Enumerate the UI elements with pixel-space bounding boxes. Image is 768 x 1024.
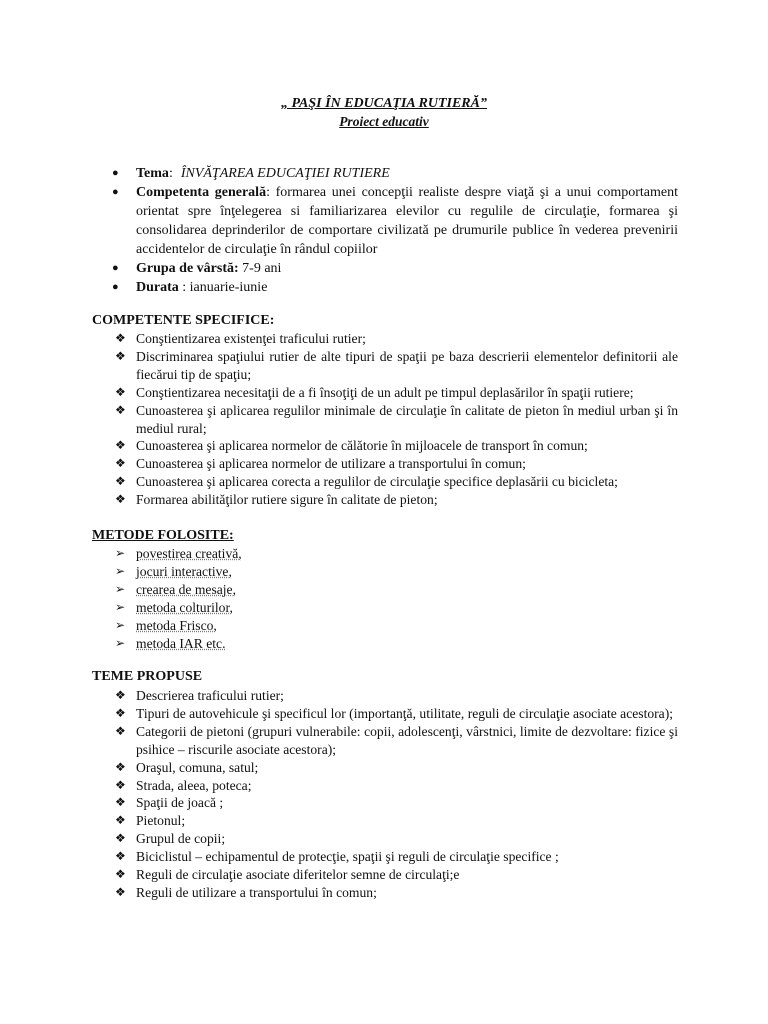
- list-item-text: Tipuri de autovehicule şi specificul lor (importanţă, utilitate, reguli de circulaţie asociate acestora);: [136, 705, 674, 721]
- list-item: [115, 455, 678, 473]
- bullet-icon: ●: [112, 167, 119, 179]
- diamond-bullet-icon: ❖: [115, 813, 126, 828]
- intro-item-tema: [112, 164, 678, 183]
- intro-label: Durata: [136, 280, 179, 295]
- intro-sep: :: [266, 185, 270, 200]
- intro-value: ÎNVĂŢAREA EDUCAŢIEI RUTIERE: [180, 166, 390, 181]
- diamond-bullet-icon: ❖: [115, 759, 126, 774]
- diamond-bullet-icon: ❖: [115, 492, 126, 507]
- list-item: [115, 402, 678, 438]
- list-item: [115, 777, 678, 795]
- diamond-bullet-icon: ❖: [115, 795, 126, 810]
- bullet-icon: ●: [112, 186, 119, 198]
- list-item: [115, 599, 678, 617]
- list-item: [115, 348, 678, 384]
- list-item-text: Cunoasterea şi aplicarea normelor de călătorie în mijloacele de transport în comun;: [136, 438, 588, 454]
- diamond-bullet-icon: ❖: [115, 474, 126, 489]
- list-item-text: Biciclistul – echipamentul de protecţie, spaţii şi reguli de circulaţie specifice ;: [136, 849, 559, 865]
- diamond-bullet-icon: ❖: [115, 867, 126, 882]
- metode-heading: METODE FOLOSITE:: [92, 528, 234, 543]
- diamond-bullet-icon: ❖: [115, 884, 126, 899]
- arrow-bullet-icon: ➢: [115, 635, 126, 650]
- list-item: [115, 473, 678, 491]
- diamond-bullet-icon: ❖: [115, 348, 126, 363]
- list-item: [115, 687, 678, 705]
- list-item: [115, 617, 678, 635]
- list-item-text: Conştientizarea existenţei traficului rutier;: [136, 331, 366, 346]
- bullet-icon: ●: [112, 281, 119, 293]
- list-item-text: Strada, aleea, poteca;: [136, 777, 252, 793]
- list-item: [115, 812, 678, 830]
- document-subtitle: Proiect educativ: [339, 114, 429, 129]
- intro-label: Grupa de vârstă:: [136, 261, 239, 276]
- metode-list: [115, 545, 678, 652]
- list-item: [115, 581, 678, 599]
- intro-label: Tema: [136, 166, 169, 181]
- competente-list: [115, 330, 678, 509]
- list-item-text: jocuri interactive,: [136, 563, 232, 579]
- diamond-bullet-icon: ❖: [115, 331, 126, 345]
- list-item: [115, 491, 678, 509]
- diamond-bullet-icon: ❖: [115, 705, 126, 720]
- list-item-text: Conştientizarea necesitaţii de a fi însoţiţi de un adult pe timpul deplasărilor în spaţii rutiere;: [136, 384, 634, 400]
- arrow-bullet-icon: ➢: [115, 563, 126, 578]
- list-item: [115, 635, 678, 653]
- diamond-bullet-icon: ❖: [115, 384, 126, 399]
- list-item: [115, 884, 678, 902]
- list-item-text: Reguli de utilizare a transportului în comun;: [136, 884, 377, 900]
- intro-label: Competenta generală: [136, 185, 267, 200]
- list-item-text: Cunoasterea şi aplicarea regulilor minimale de circulaţie în calitate de pieton în mediul urban şi în mediul rural;: [136, 402, 678, 436]
- list-item-text: Oraşul, comuna, satul;: [136, 759, 259, 775]
- arrow-bullet-icon: ➢: [115, 546, 126, 560]
- arrow-bullet-icon: ➢: [115, 581, 126, 596]
- diamond-bullet-icon: ❖: [115, 723, 126, 738]
- list-item: [115, 848, 678, 866]
- title-block: [0, 95, 768, 131]
- list-item: [115, 866, 678, 884]
- intro-value: ianuarie-iunie: [186, 280, 268, 295]
- list-item: [115, 723, 678, 759]
- list-item: [115, 563, 678, 581]
- diamond-bullet-icon: ❖: [115, 456, 126, 471]
- diamond-bullet-icon: ❖: [115, 831, 126, 846]
- list-item-text: metoda IAR etc.: [136, 635, 226, 651]
- bullet-icon: ●: [112, 262, 119, 274]
- list-item: [115, 437, 678, 455]
- intro-list: [112, 164, 678, 297]
- intro-value: formarea unei concepţii realiste despre viaţă şi a unui comportament orientat spre înţelegerea si familiarizarea elevilor cu regulile de circulaţie, formarea şi consolidarea deprinderilor de comportare civilizată pe drumurile publice în vederea prevenirii accidentelor de circulaţie în rândul copiilor: [136, 185, 678, 257]
- teme-list: [115, 687, 678, 902]
- list-item-text: Formarea abilităţilor rutiere sigure în calitate de pieton;: [136, 492, 438, 508]
- arrow-bullet-icon: ➢: [115, 617, 126, 632]
- list-item-text: metoda colturilor,: [136, 599, 233, 615]
- list-item-text: Discriminarea spaţiului rutier de alte tipuri de spaţii pe baza descrierii elementelor definitorii ale fiecărui tip de spaţiu;: [136, 348, 678, 382]
- diamond-bullet-icon: ❖: [115, 777, 126, 792]
- list-item: [115, 794, 678, 812]
- competente-heading: COMPETENTE SPECIFICE:: [92, 313, 275, 328]
- list-item-text: Pietonul;: [136, 813, 186, 829]
- diamond-bullet-icon: ❖: [115, 402, 126, 417]
- list-item-text: Categorii de pietoni (grupuri vulnerabile: copii, adolescenţi, vârstnici, limite de dezvoltare: fizice şi psihice – riscurile asociate acestora);: [136, 723, 678, 757]
- diamond-bullet-icon: ❖: [115, 849, 126, 864]
- list-item: [115, 705, 678, 723]
- list-item-text: Descrierea traficului rutier;: [136, 688, 284, 703]
- intro-sep: :: [178, 280, 187, 295]
- arrow-bullet-icon: ➢: [115, 599, 126, 614]
- diamond-bullet-icon: ❖: [115, 438, 126, 453]
- list-item-text: Cunoasterea şi aplicarea normelor de utilizare a transportului în comun;: [136, 456, 526, 472]
- list-item-text: metoda Frisco,: [136, 617, 217, 633]
- list-item-text: povestirea creativă,: [136, 546, 242, 561]
- diamond-bullet-icon: ❖: [115, 688, 126, 702]
- list-item: [115, 830, 678, 848]
- list-item: [115, 759, 678, 777]
- list-item-text: Spaţii de joacă ;: [136, 795, 224, 811]
- document-title: „ PAŞI ÎN EDUCAŢIA RUTIERĂ”: [281, 96, 487, 111]
- intro-value: 7-9 ani: [238, 261, 282, 276]
- list-item: [115, 330, 678, 348]
- list-item-text: Cunoasterea şi aplicarea corecta a regulilor de circulaţie specifice deplasării cu bicicleta;: [136, 474, 618, 490]
- list-item: [115, 384, 678, 402]
- intro-item-grupa: [112, 259, 678, 278]
- intro-item-durata: [112, 278, 678, 297]
- intro-sep: :: [168, 166, 173, 181]
- intro-item-competenta: [112, 183, 678, 259]
- teme-heading: TEME PROPUSE: [92, 669, 203, 684]
- list-item-text: Reguli de circulaţie asociate diferitelor semne de circulaţi;e: [136, 867, 460, 883]
- list-item: [115, 545, 678, 563]
- list-item-text: crearea de mesaje,: [136, 581, 236, 597]
- list-item-text: Grupul de copii;: [136, 831, 226, 847]
